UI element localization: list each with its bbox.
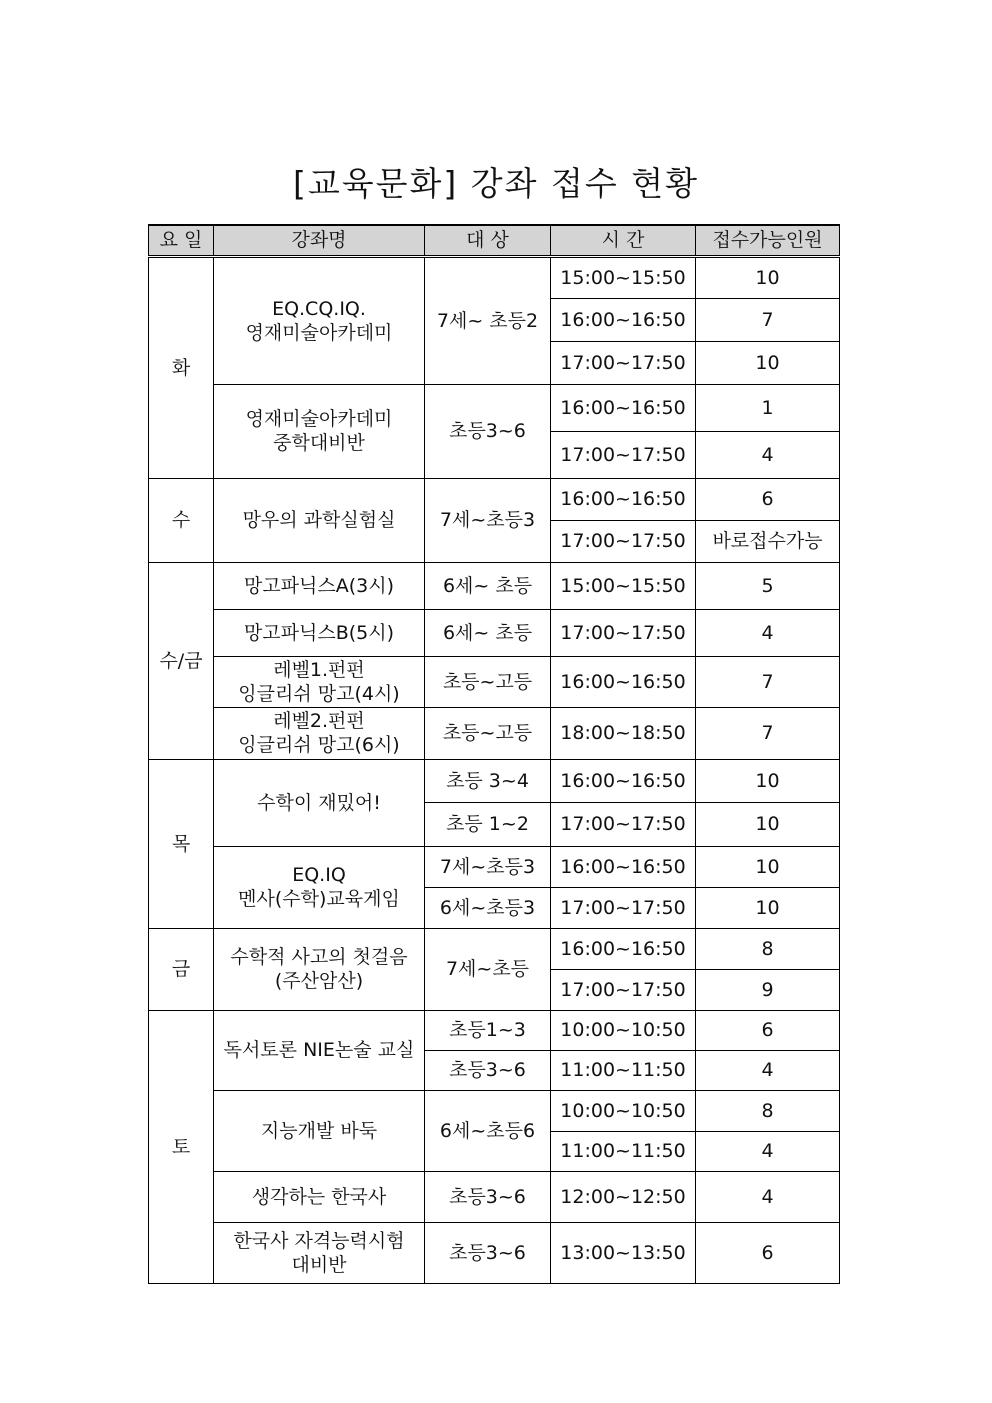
target-cell: 초등3~6: [425, 384, 551, 478]
capacity-cell: 10: [696, 256, 840, 298]
table-row: [149, 384, 840, 431]
course-name-cell: [214, 846, 425, 928]
target-cell: 7세~초등3: [425, 846, 551, 887]
capacity-cell: 10: [696, 802, 840, 846]
course-name-cell: [214, 928, 425, 1010]
header-capacity: 접수가능인원: [696, 225, 840, 256]
target-cell: 초등~고등: [425, 656, 551, 707]
time-cell: 15:00~15:50: [551, 562, 696, 609]
target-cell: 초등3~6: [425, 1171, 551, 1222]
course-name-cell: 망고파닉스B(5시): [214, 609, 425, 656]
target-cell: 7세~초등: [425, 928, 551, 1010]
time-cell: 15:00~15:50: [551, 256, 696, 298]
course-name-cell: 수학이 재밌어!: [214, 759, 425, 846]
course-name-line: (주산암산): [274, 970, 364, 992]
course-name-cell: [214, 656, 425, 707]
capacity-cell: 4: [696, 431, 840, 478]
capacity-cell: 10: [696, 341, 840, 384]
time-cell: 10:00~10:50: [551, 1090, 696, 1131]
time-cell: 17:00~17:50: [551, 887, 696, 928]
target-cell: 초등1~3: [425, 1010, 551, 1050]
day-cell: 수: [149, 478, 214, 562]
time-cell: 12:00~12:50: [551, 1171, 696, 1222]
header-day: 요 일: [149, 225, 214, 256]
table-row: [149, 256, 840, 298]
target-cell: 7세~ 초등2: [425, 256, 551, 384]
time-cell: 11:00~11:50: [551, 1050, 696, 1090]
time-cell: 16:00~16:50: [551, 384, 696, 431]
course-name-line: 레벨2.펀펀: [273, 710, 365, 732]
table-row: [149, 609, 840, 656]
course-name-line: 수학적 사고의 첫걸음: [230, 946, 408, 968]
time-cell: 18:00~18:50: [551, 707, 696, 759]
course-name-line: 중학대비반: [273, 432, 365, 454]
capacity-cell: 7: [696, 707, 840, 759]
course-name-cell: 독서토론 NIE논술 교실: [214, 1010, 425, 1090]
time-cell: 17:00~17:50: [551, 431, 696, 478]
capacity-cell: 5: [696, 562, 840, 609]
time-cell: 16:00~16:50: [551, 656, 696, 707]
capacity-cell: 바로접수가능: [696, 520, 840, 562]
day-cell: 금: [149, 928, 214, 1010]
capacity-cell: 4: [696, 1171, 840, 1222]
header-target: 대 상: [425, 225, 551, 256]
target-cell: 6세~ 초등: [425, 609, 551, 656]
target-cell: 초등~고등: [425, 707, 551, 759]
course-name-cell: [214, 256, 425, 384]
target-cell: 6세~ 초등: [425, 562, 551, 609]
target-cell: 초등3~6: [425, 1050, 551, 1090]
capacity-cell: 4: [696, 609, 840, 656]
course-name-line: 잉글리쉬 망고(4시): [238, 682, 400, 705]
time-cell: 16:00~16:50: [551, 298, 696, 341]
capacity-cell: 6: [696, 478, 840, 520]
capacity-cell: 8: [696, 928, 840, 969]
time-cell: 16:00~16:50: [551, 478, 696, 520]
day-cell: 화: [149, 256, 214, 478]
time-cell: 11:00~11:50: [551, 1131, 696, 1171]
capacity-cell: 4: [696, 1050, 840, 1090]
target-cell: 7세~초등3: [425, 478, 551, 562]
course-name-line: 잉글리쉬 망고(6시): [238, 734, 400, 756]
course-name-cell: 망고파닉스A(3시): [214, 562, 425, 609]
time-cell: 17:00~17:50: [551, 341, 696, 384]
time-cell: 16:00~16:50: [551, 759, 696, 802]
course-name-line: 한국사 자격능력시험: [233, 1229, 405, 1252]
target-cell: 초등 3~4: [425, 759, 551, 802]
course-schedule-table: [148, 224, 840, 1284]
course-name-line: 영재미술아카데미: [245, 408, 393, 430]
table-row: [149, 707, 840, 759]
capacity-cell: 1: [696, 384, 840, 431]
time-cell: 17:00~17:50: [551, 802, 696, 846]
table-row: [149, 562, 840, 609]
course-name-line: 멘사(수학)교육게임: [238, 888, 400, 910]
time-cell: 17:00~17:50: [551, 609, 696, 656]
capacity-cell: 10: [696, 887, 840, 928]
course-name-line: EQ.IQ: [292, 864, 346, 886]
time-cell: 16:00~16:50: [551, 846, 696, 887]
capacity-cell: 4: [696, 1131, 840, 1171]
capacity-cell: 9: [696, 969, 840, 1010]
table-row: [149, 759, 840, 802]
time-cell: 17:00~17:50: [551, 969, 696, 1010]
capacity-cell: 6: [696, 1010, 840, 1050]
table-row: [149, 1010, 840, 1050]
course-name-line: EQ.CQ.IQ.: [272, 297, 366, 320]
capacity-cell: 7: [696, 656, 840, 707]
capacity-cell: 10: [696, 846, 840, 887]
table-row: [149, 478, 840, 520]
course-name-line: 레벨1.펀펀: [273, 658, 365, 681]
table-row: [149, 1090, 840, 1131]
course-name-cell: [214, 1222, 425, 1283]
target-cell: 6세~초등3: [425, 887, 551, 928]
course-name-cell: 망우의 과학실험실: [214, 478, 425, 562]
course-name-line: 대비반: [291, 1253, 347, 1276]
course-name-cell: 생각하는 한국사: [214, 1171, 425, 1222]
course-name-line: 영재미술아카데미: [245, 321, 393, 344]
table-row: [149, 846, 840, 887]
capacity-cell: 10: [696, 759, 840, 802]
target-cell: 초등 1~2: [425, 802, 551, 846]
day-cell: 토: [149, 1010, 214, 1283]
time-cell: 16:00~16:50: [551, 928, 696, 969]
time-cell: 13:00~13:50: [551, 1222, 696, 1283]
table-row: [149, 1222, 840, 1283]
header-course-name: 강좌명: [214, 225, 425, 256]
target-cell: 6세~초등6: [425, 1090, 551, 1171]
capacity-cell: 6: [696, 1222, 840, 1283]
page-title: [교육문화] 강좌 접수 현황: [293, 164, 699, 203]
day-cell: 목: [149, 759, 214, 928]
course-name-cell: [214, 707, 425, 759]
capacity-cell: 8: [696, 1090, 840, 1131]
table-row: [149, 656, 840, 707]
table-row: [149, 1171, 840, 1222]
time-cell: 17:00~17:50: [551, 520, 696, 562]
time-cell: 10:00~10:50: [551, 1010, 696, 1050]
course-name-cell: 지능개발 바둑: [214, 1090, 425, 1171]
table-row: [149, 928, 840, 969]
course-name-cell: [214, 384, 425, 478]
target-cell: 초등3~6: [425, 1222, 551, 1283]
header-row: [149, 225, 840, 256]
capacity-cell: 7: [696, 298, 840, 341]
header-time: 시 간: [551, 225, 696, 256]
day-cell: 수/금: [149, 562, 214, 759]
